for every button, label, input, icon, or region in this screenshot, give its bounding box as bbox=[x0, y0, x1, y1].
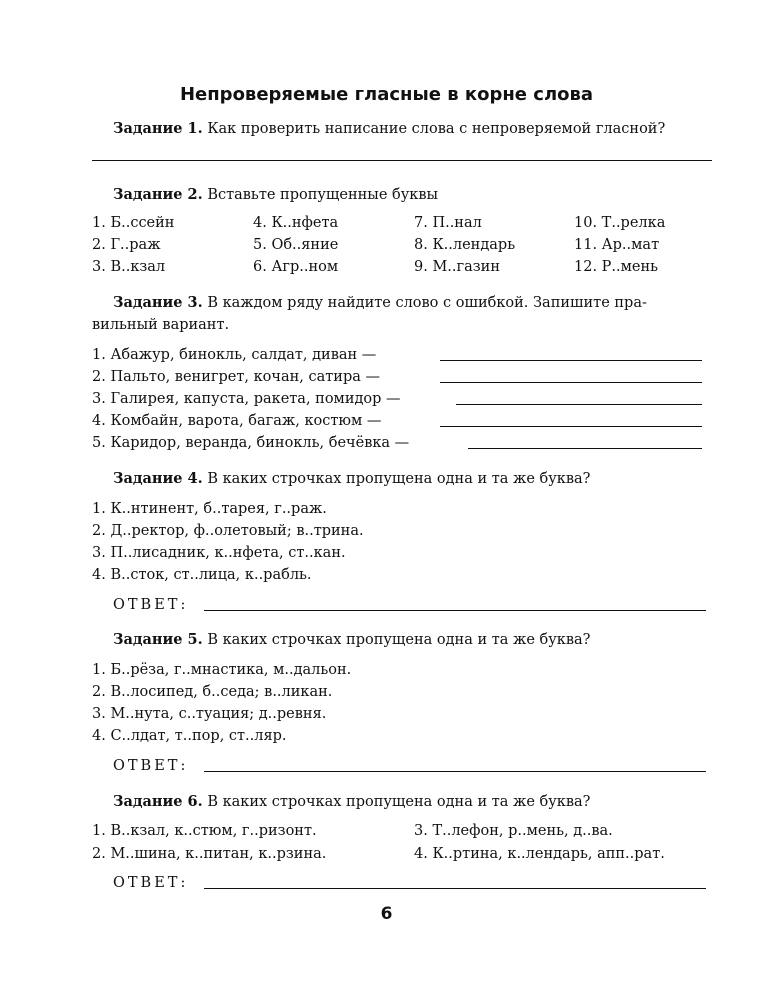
task4-answer-line[interactable] bbox=[204, 610, 706, 611]
task6-item: 2. М..шина, к..питан, к..рзина. bbox=[92, 846, 327, 862]
task1-label: Задание 1. bbox=[113, 120, 203, 137]
task6-item: 1. В..кзал, к..стюм, г..ризонт. bbox=[92, 823, 317, 839]
task4-item: 1. К..нтинент, б..тарея, г..раж. bbox=[92, 501, 327, 517]
task3-item: 5. Каридор, веранда, бинокль, бечёвка — bbox=[92, 435, 410, 451]
task3-item: 1. Абажур, бинокль, салдат, диван — bbox=[92, 347, 377, 363]
task5-text: В каких строчках пропущена одна и та же буква? bbox=[207, 632, 591, 648]
task3-label: Задание 3. bbox=[113, 294, 203, 311]
task6-label: Задание 6. bbox=[113, 793, 203, 810]
task1-text: Как проверить написание слова с непроверяемой гласной? bbox=[207, 121, 666, 137]
task2-item: 6. Агр..ном bbox=[253, 259, 339, 275]
task2-item: 8. К..лендарь bbox=[414, 237, 516, 253]
task3-item: 2. Пальто, венигрет, кочан, сатира — bbox=[92, 369, 380, 385]
task6-text: В каких строчках пропущена одна и та же буква? bbox=[207, 794, 591, 810]
page-title: Непроверяемые гласные в корне слова bbox=[179, 84, 594, 105]
task4-item: 3. П..лисадник, к..нфета, ст..кан. bbox=[92, 545, 346, 561]
task3-text-line2: вильный вариант. bbox=[92, 317, 230, 333]
task5-answer-label: ОТВЕТ: bbox=[113, 758, 189, 774]
task2-item: 4. К..нфета bbox=[253, 215, 339, 231]
task1-answer-line[interactable] bbox=[92, 160, 712, 161]
task4-label: Задание 4. bbox=[113, 470, 203, 487]
task4-item: 4. В..сток, ст..лица, к..рабль. bbox=[92, 567, 312, 583]
task3-answer-line[interactable] bbox=[440, 382, 702, 383]
task5-item: 2. В..лосипед, б..седа; в..ликан. bbox=[92, 684, 333, 700]
task3-item: 4. Комбайн, варота, багаж, костюм — bbox=[92, 413, 382, 429]
task3-item: 3. Галирея, капуста, ракета, помидор — bbox=[92, 391, 401, 407]
task4-heading bbox=[113, 470, 590, 488]
task2-heading bbox=[113, 186, 438, 204]
task1-heading bbox=[113, 120, 665, 138]
task6-answer-label: ОТВЕТ: bbox=[113, 875, 189, 891]
task5-item: 1. Б..рёза, г..мнастика, м..дальон. bbox=[92, 662, 352, 678]
task4-text: В каких строчках пропущена одна и та же буква? bbox=[207, 471, 591, 487]
task2-text: Вставьте пропущенные буквы bbox=[207, 187, 439, 203]
task2-item: 10. Т..релка bbox=[574, 215, 666, 231]
task2-item: 5. Об..яние bbox=[253, 237, 339, 253]
task5-label: Задание 5. bbox=[113, 631, 203, 648]
task2-item: 9. М..газин bbox=[414, 259, 500, 275]
task2-item: 11. Ар..мат bbox=[574, 237, 660, 253]
task5-answer-line[interactable] bbox=[204, 771, 706, 772]
task3-text-line1: В каждом ряду найдите слово с ошибкой. Запишите пра- bbox=[207, 295, 647, 311]
task6-heading bbox=[113, 793, 590, 811]
task3-answer-line[interactable] bbox=[468, 448, 702, 449]
task3-answer-line[interactable] bbox=[440, 426, 702, 427]
task3-heading bbox=[113, 294, 647, 312]
task2-label: Задание 2. bbox=[113, 186, 203, 203]
task2-item: 12. Р..мень bbox=[574, 259, 659, 275]
task5-item: 4. С..лдат, т..пор, ст..ляр. bbox=[92, 728, 287, 744]
task2-item: 1. Б..ссейн bbox=[92, 215, 175, 231]
task3-answer-line[interactable] bbox=[456, 404, 702, 405]
task6-item: 4. К..ртина, к..лендарь, апп..рат. bbox=[414, 846, 665, 862]
task2-item: 3. В..кзал bbox=[92, 259, 166, 275]
task5-item: 3. М..нута, с..туация; д..ревня. bbox=[92, 706, 327, 722]
task6-item: 3. Т..лефон, р..мень, д..ва. bbox=[414, 823, 613, 839]
page-number: 6 bbox=[380, 904, 393, 924]
task2-item: 2. Г..раж bbox=[92, 237, 161, 253]
task2-item: 7. П..нал bbox=[414, 215, 482, 231]
task4-item: 2. Д..ректор, ф..олетовый; в..трина. bbox=[92, 523, 364, 539]
task6-answer-line[interactable] bbox=[204, 888, 706, 889]
task4-answer-label: ОТВЕТ: bbox=[113, 597, 189, 613]
task3-answer-line[interactable] bbox=[440, 360, 702, 361]
task5-heading bbox=[113, 631, 590, 649]
